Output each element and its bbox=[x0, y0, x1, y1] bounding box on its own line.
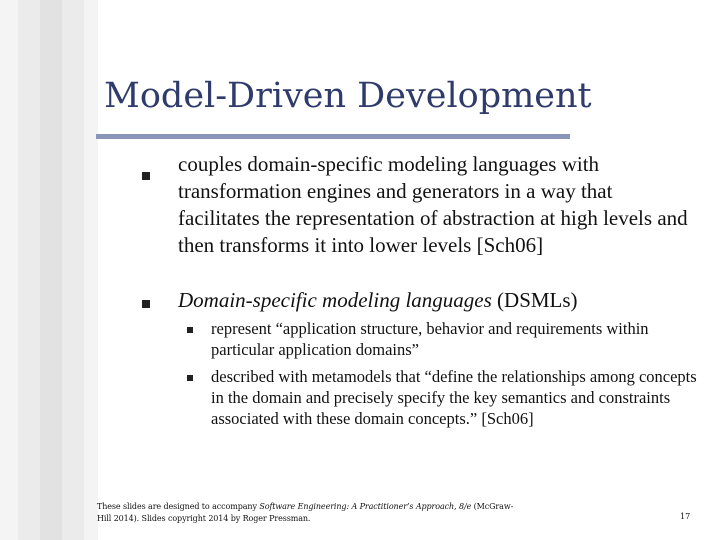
sub-bullet-1-text: represent “application structure, behavior and requirements within particular application domains” bbox=[211, 319, 649, 359]
footer-book-title: Software Engineering: A Practitioner’s Approach, 8/e bbox=[259, 502, 472, 511]
footer-prefix: These slides are designed to accompany bbox=[97, 502, 260, 511]
bullet-1-text: couples domain-specific modeling languages with transformation engines and generators in a way that facilitates the representation of abstraction at high levels and then transforms it into lower levels [Sch06] bbox=[178, 152, 688, 257]
slide-footer bbox=[97, 501, 527, 525]
bullet-2-text bbox=[178, 287, 698, 314]
bullet-2-emphasis: Domain-specific modeling languages bbox=[178, 288, 492, 312]
bullet-marker bbox=[142, 300, 150, 308]
sub-bullet-marker bbox=[187, 327, 193, 333]
footer-suffix: (McGraw-Hill 2014). Slides copyright 2014 by Roger Pressman. bbox=[97, 502, 514, 523]
bullet-2-suffix: (DSMLs) bbox=[491, 288, 578, 312]
page-number: 17 bbox=[680, 512, 691, 521]
bullet-marker bbox=[142, 172, 150, 180]
slide-title: Model-Driven Development bbox=[104, 76, 592, 116]
sub-bullet-2-text: described with metamodels that “define the relationships among concepts in the domain and precisely specify the key semantics and constraints associated with these domain concepts.” [Sch06] bbox=[211, 367, 697, 428]
sub-bullet-marker bbox=[187, 375, 193, 381]
